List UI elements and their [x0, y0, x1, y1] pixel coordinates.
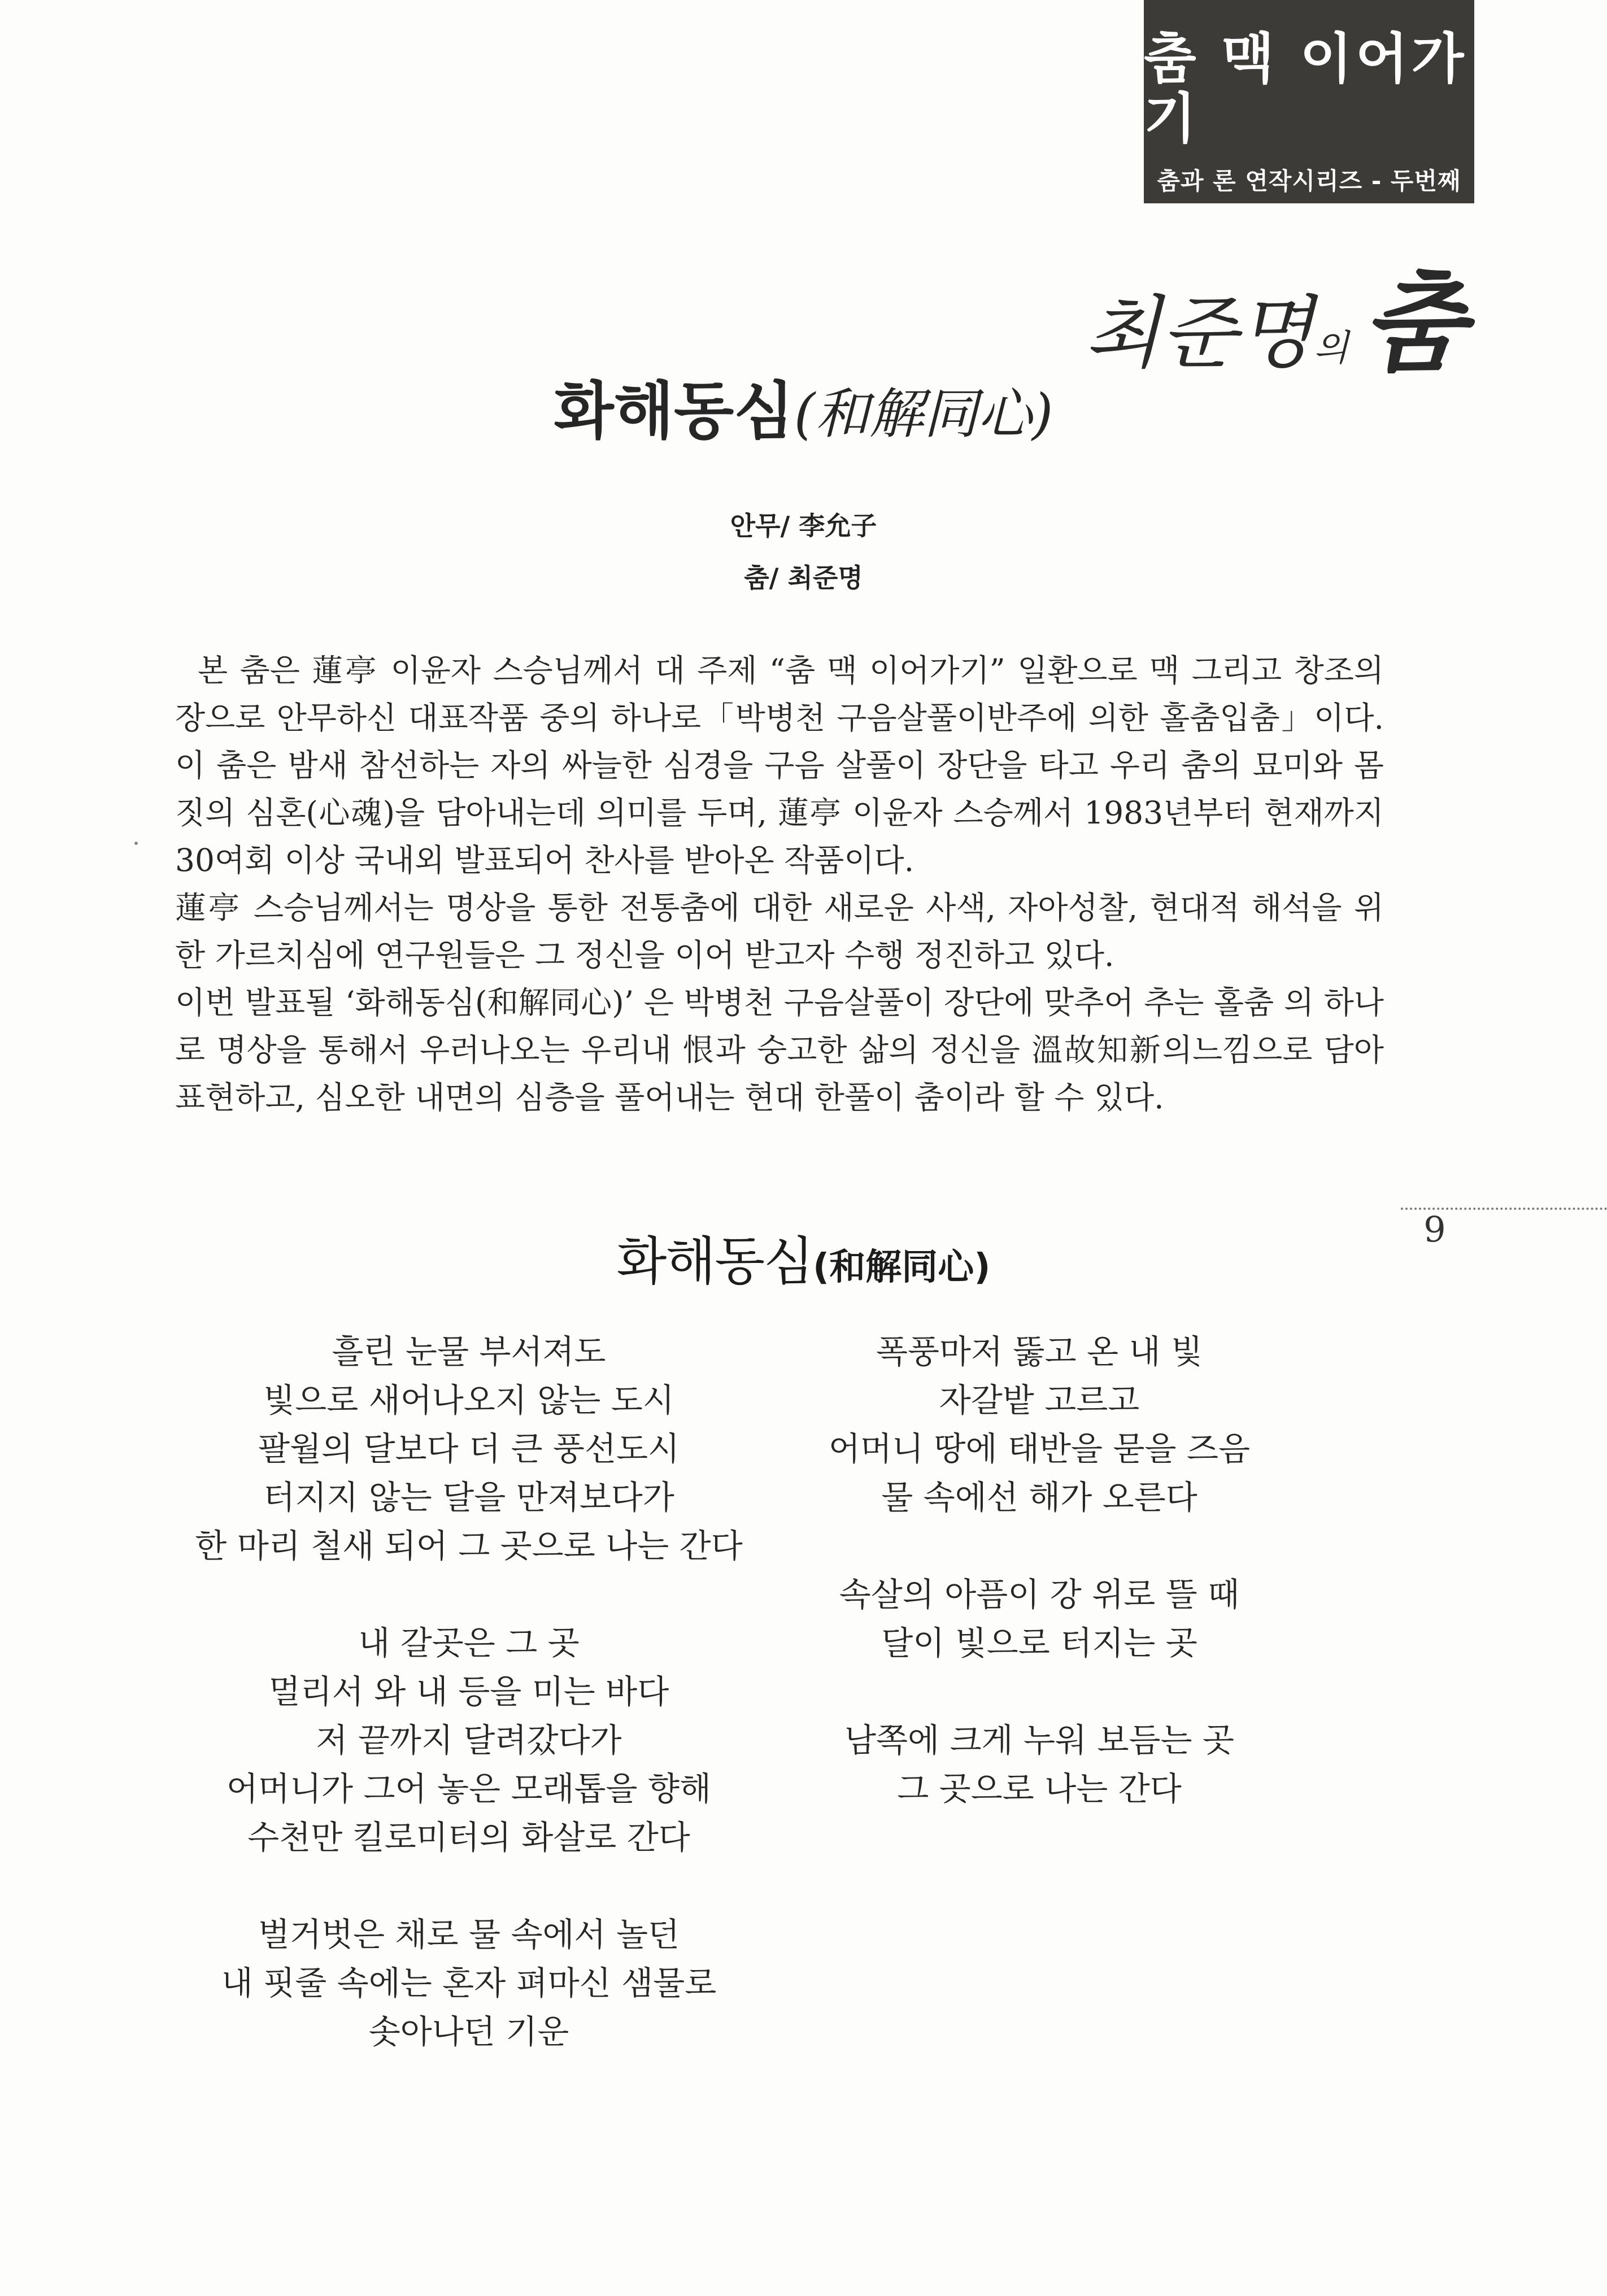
main-title-korean: 화해동심: [554, 374, 794, 447]
scan-speck: [134, 842, 138, 845]
poem-title-hanja: (和解同心): [813, 1247, 991, 1288]
poem-line: 멀리서 와 내 등을 미는 바다: [268, 1672, 669, 1711]
poem-line: 남쪽에 크게 누워 보듬는 곳: [844, 1721, 1235, 1759]
poem-line: 어머니 땅에 태반을 묻을 즈음: [828, 1430, 1251, 1468]
credit-dance: 춤/ 최준명: [744, 563, 863, 593]
poem-stanza: [757, 1716, 1322, 1813]
description: [175, 647, 1384, 1121]
poem-line: 터지지 않는 달을 만져보다가: [263, 1478, 674, 1517]
poem-line: 빛으로 새어나오지 않는 도시: [263, 1381, 674, 1419]
poem-line: 한 마리 철새 되어 그 곳으로 나는 간다: [195, 1527, 743, 1565]
series-badge: [1144, 0, 1474, 203]
poem-stanza: [757, 1570, 1322, 1667]
poem-line: 저 끝까지 달려갔다가: [316, 1721, 622, 1759]
poem-title-korean: 화해동심: [616, 1231, 813, 1292]
poem-line: 달이 빛으로 터지는 곳: [881, 1624, 1197, 1662]
poem-line: 속살의 아픔이 강 위로 뜰 때: [839, 1575, 1240, 1614]
main-title: [0, 361, 1607, 451]
description-paragraph: 蓮亭 스승님께서는 명상을 통한 전통춤에 대한 새로운 사색, 자아성찰, 현대적 해석을 위한 가르치심에 연구원들은 그 정신을 이어 받고자 수행 정진하고 있다.: [175, 890, 1384, 973]
poem-stanza: [186, 1619, 751, 1862]
credit-choreography: 안무/ 李允子: [730, 511, 877, 541]
poem-line: 팔월의 달보다 더 큰 풍선도시: [258, 1430, 680, 1468]
poem-line: 폭풍마저 뚫고 온 내 빛: [876, 1332, 1203, 1371]
page-number: 9: [1423, 1209, 1446, 1250]
dancer-particle: 의: [1313, 328, 1349, 369]
poem-stanza: [186, 1327, 751, 1570]
poem-line: 내 핏줄 속에는 혼자 펴마신 샘물로: [221, 1964, 717, 2002]
poem-line: 어머니가 그어 놓은 모래톱을 향해: [226, 1770, 712, 1808]
poem-line: 흘린 눈물 부서져도: [332, 1332, 606, 1371]
poem-line: 물 속에선 해가 오른다: [881, 1478, 1197, 1517]
poem-left-column: [186, 1327, 751, 2105]
poem-line: 솟아나던 기운: [368, 2012, 569, 2051]
series-subtitle: 춤과 론 연작시리즈 - 두번째: [1157, 167, 1461, 195]
poem-line: 벌거벗은 채로 물 속에서 놀던: [258, 1915, 680, 1954]
dancer-word: 춤: [1362, 260, 1466, 386]
credits: [0, 500, 1607, 604]
poem-line: 자갈밭 고르고: [939, 1381, 1140, 1419]
dancer-name: 최준명: [1084, 287, 1314, 380]
poem-title: [0, 1220, 1607, 1295]
poem-line: 내 갈곳은 그 곳: [358, 1624, 580, 1662]
description-paragraph: 이번 발표될 ‘화해동심(和解同心)’ 은 박병천 구음살풀이 장단에 맞추어 추는 홀춤 의 하나로 명상을 통해서 우러나오는 우리내 恨과 숭고한 삶의 정신을 溫故知新의느낌으로 담아 표현하고, 심오한 내면의 심층을 풀어내는 현대 한풀이 춤이라 할 수 있다.: [175, 984, 1384, 1116]
poem-line: 그 곳으로 나는 간다: [897, 1770, 1182, 1808]
poem-line: 수천만 킬로미터의 화살로 간다: [247, 1818, 690, 1857]
description-paragraph: 본 춤은 蓮亭 이윤자 스승님께서 대 주제 “춤 맥 이어가기” 일환으로 맥 그리고 창조의 장으로 안무하신 대표작품 중의 하나로「박병천 구음살풀이반주에 의한 홀춤입춤」이다. 이 춤은 밤새 참선하는 자의 싸늘한 심경을 구음 살풀이 장단을 타고 우리 춤의 묘미와 몸짓의 심혼(心魂)을 담아내는데 의미를 두며, 蓮亭 이윤자 스승께서 1983년부터 현재까지 30여회 이상 국내외 발표되어 찬사를 받아온 작품이다.: [175, 652, 1384, 878]
poem-right-column: [757, 1327, 1322, 1862]
series-title: 춤 맥 이어가기: [1144, 27, 1467, 150]
poem-stanza: [757, 1327, 1322, 1522]
poem-stanza: [186, 1910, 751, 2056]
main-title-hanja: (和解同心): [794, 382, 1053, 446]
